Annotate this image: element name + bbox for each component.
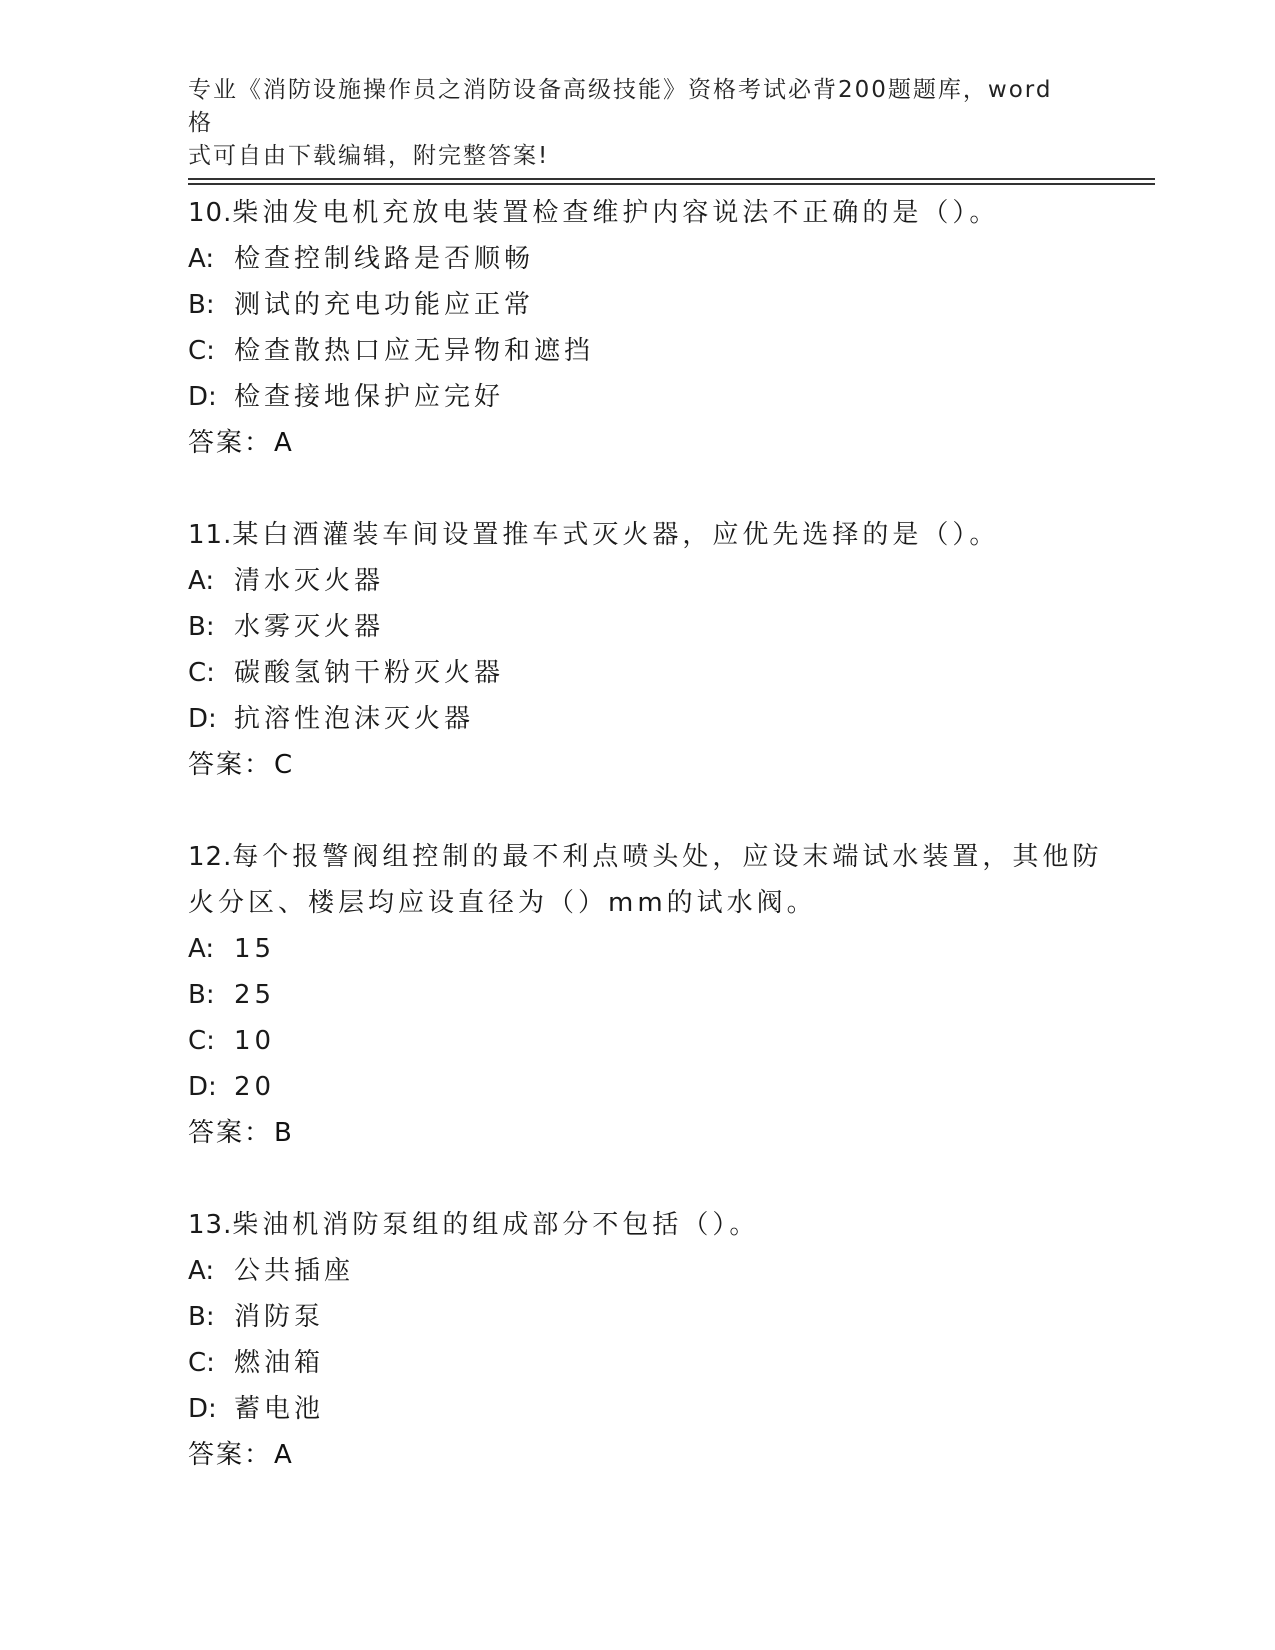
question-13 [188,1202,1108,1478]
answer-label: 答案： [188,750,273,780]
option-c [188,650,1108,696]
question-number: 12. [188,842,233,872]
option-text: 10 [234,1026,276,1056]
option-letter: C: [188,658,215,688]
question-text-line-2: 火分区、楼层均应设直径为（）mm的试水阀。 [188,888,817,918]
answer-value: A [274,428,294,458]
option-d [188,1064,1108,1110]
option-letter: A: [188,1256,215,1286]
question-text-line-1: 每个报警阀组控制的最不利点喷头处，应设末端试水装置，其他防 [232,842,1103,872]
option-text: 燃油箱 [234,1348,325,1378]
option-letter: D: [188,1072,217,1102]
option-text: 检查控制线路是否顺畅 [234,244,535,274]
option-b [188,604,1108,650]
option-letter: B: [188,290,215,320]
option-letter: B: [188,1302,215,1332]
option-text: 抗溶性泡沫灭火器 [234,704,475,734]
question-number: 10. [188,198,233,228]
question-list [188,190,1108,1524]
header-divider-bottom [188,183,1155,185]
option-text: 水雾灭火器 [234,612,385,642]
option-a [188,926,1108,972]
question-number: 11. [188,520,233,550]
option-d [188,1386,1108,1432]
question-stem [188,834,1108,880]
answer-line [188,1110,1108,1156]
option-c [188,1340,1108,1386]
answer-label: 答案： [188,428,273,458]
option-text: 碳酸氢钠干粉灭火器 [234,658,505,688]
option-letter: D: [188,1394,217,1424]
option-text: 清水灭火器 [234,566,385,596]
question-12 [188,834,1108,1156]
option-d [188,696,1108,742]
option-text: 蓄电池 [234,1394,325,1424]
question-10 [188,190,1108,466]
document-header [188,74,1068,173]
option-b [188,1294,1108,1340]
question-text: 某白酒灌装车间设置推车式灭火器，应优先选择的是（）。 [232,520,1000,550]
answer-label: 答案： [188,1440,273,1470]
answer-value: A [274,1440,294,1470]
question-11 [188,512,1108,788]
option-letter: C: [188,1348,215,1378]
option-c [188,328,1108,374]
option-letter: C: [188,336,215,366]
option-text: 25 [234,980,276,1010]
answer-line [188,1432,1108,1478]
answer-value: C [274,750,295,780]
question-text: 柴油机消防泵组的组成部分不包括（）。 [232,1210,760,1240]
header-line-2: 式可自由下载编辑，附完整答案! [188,143,550,169]
option-text: 消防泵 [234,1302,325,1332]
option-text: 检查散热口应无异物和遮挡 [234,336,595,366]
option-a [188,236,1108,282]
question-stem [188,190,1108,236]
answer-value: B [274,1118,294,1148]
option-b [188,282,1108,328]
answer-label: 答案： [188,1118,273,1148]
option-text: 测试的充电功能应正常 [234,290,535,320]
option-b [188,972,1108,1018]
option-letter: C: [188,1026,215,1056]
option-text: 20 [234,1072,276,1102]
question-number: 13. [188,1210,233,1240]
option-d [188,374,1108,420]
option-text: 检查接地保护应完好 [234,382,505,412]
option-letter: D: [188,382,217,412]
header-line-1: 专业《消防设施操作员之消防设备高级技能》资格考试必背200题题库，word格 [188,77,1053,136]
option-letter: A: [188,566,215,596]
question-stem-continued [188,880,1108,926]
option-c [188,1018,1108,1064]
answer-line [188,742,1108,788]
header-divider-top [188,178,1155,180]
option-text: 15 [234,934,276,964]
question-text: 柴油发电机充放电装置检查维护内容说法不正确的是（）。 [232,198,1000,228]
answer-line [188,420,1108,466]
question-stem [188,1202,1108,1248]
option-letter: B: [188,612,215,642]
option-letter: D: [188,704,217,734]
question-stem [188,512,1108,558]
option-letter: A: [188,934,215,964]
option-letter: A: [188,244,215,274]
option-a [188,558,1108,604]
option-letter: B: [188,980,215,1010]
option-a [188,1248,1108,1294]
option-text: 公共插座 [234,1256,355,1286]
